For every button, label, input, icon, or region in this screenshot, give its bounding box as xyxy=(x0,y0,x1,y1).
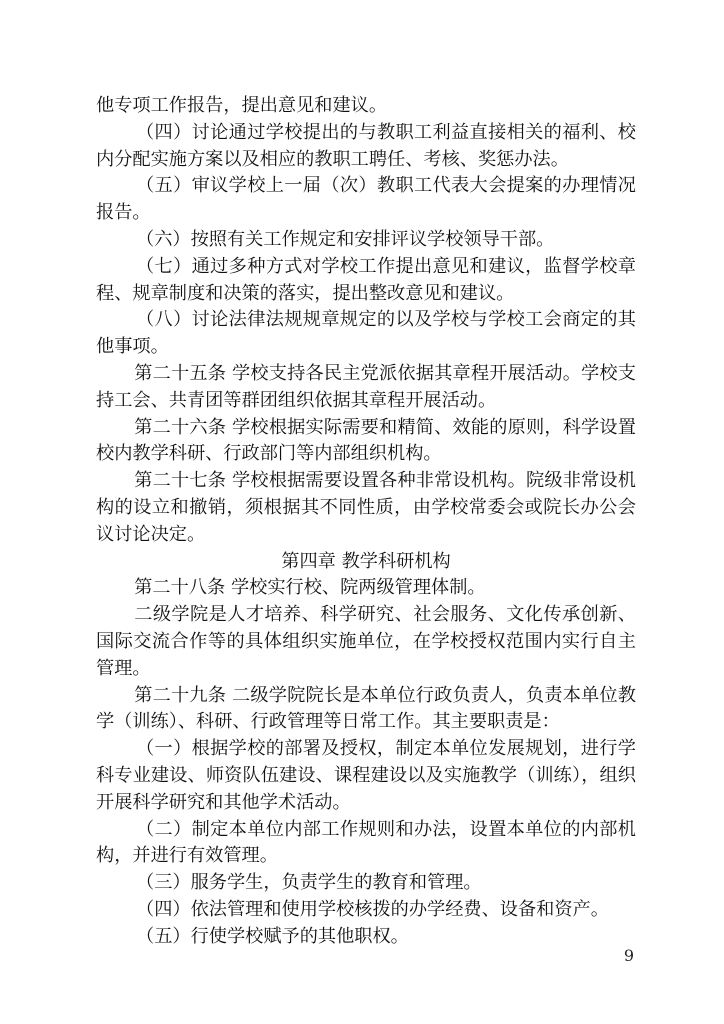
duty-item-2: （二）制定本单位内部工作规则和办法，设置本单位的内部机构，并进行有效管理。 xyxy=(96,818,636,867)
chapter-heading: 第四章 教学科研机构 xyxy=(281,550,451,572)
clause-item-7: （七）通过多种方式对学校工作提出意见和建议，监督学校章程、规章制度和决策的落实，提出整改意见和建议。 xyxy=(96,255,636,304)
duty-item-3: （三）服务学生，负责学生的教育和管理。 xyxy=(136,872,482,894)
clause-item-6: （六）按照有关工作规定和安排评议学校领导干部。 xyxy=(136,228,555,250)
paragraph-secondary-college: 二级学院是人才培养、科学研究、社会服务、文化传承创新、国际交流合作等的具体组织实施单位，在学校授权范围内实行自主管理。 xyxy=(96,604,636,679)
duty-item-5: （五）行使学校赋予的其他职权。 xyxy=(136,925,409,947)
duty-item-1: （一）根据学校的部署及授权，制定本单位发展规划，进行学科专业建设、师资队伍建设、课程建设以及实施教学（训练），组织开展科学研究和其他学术活动。 xyxy=(96,738,636,813)
clause-item-4: （四）讨论通过学校提出的与教职工利益直接相关的福利、校内分配实施方案以及相应的教职工聘任、考核、奖惩办法。 xyxy=(96,121,636,170)
article-28: 第二十八条 学校实行校、院两级管理体制。 xyxy=(134,577,486,599)
clause-item-8: （八）讨论法律法规规章规定的以及学校与学校工会商定的其他事项。 xyxy=(96,309,636,358)
article-29: 第二十九条 二级学院院长是本单位行政负责人，负责本单位教学（训练）、科研、行政管理等日常工作。其主要职责是： xyxy=(96,684,636,733)
article-25: 第二十五条 学校支持各民主党派依据其章程开展活动。学校支持工会、共青团等群团组织依据其章程开展活动。 xyxy=(96,362,636,411)
clause-item-5: （五）审议学校上一届（次）教职工代表大会提案的办理情况报告。 xyxy=(96,175,636,224)
paragraph-continuation: 他专项工作报告，提出意见和建议。 xyxy=(96,95,388,116)
duty-item-4: （四）依法管理和使用学校核拨的办学经费、设备和资产。 xyxy=(136,898,609,920)
article-27: 第二十七条 学校根据需要设置各种非常设机构。院级非常设机构的设立和撤销，须根据其不同性质，由学校常委会或院长办公会议讨论决定。 xyxy=(96,470,636,545)
article-26: 第二十六条 学校根据实际需要和精简、效能的原则，科学设置校内教学科研、行政部门等内部组织机构。 xyxy=(96,416,636,465)
page-number: 9 xyxy=(623,946,634,965)
body-text xyxy=(96,93,636,951)
